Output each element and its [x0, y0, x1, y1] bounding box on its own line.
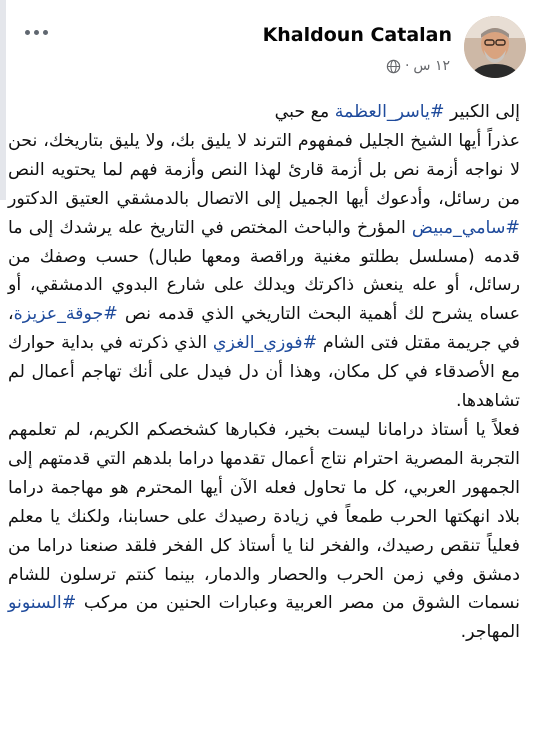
hashtag-link[interactable]: #ياسر_العظمة [334, 102, 445, 122]
more-options-icon [25, 30, 30, 35]
paragraph-text: ، في جريمة مقتل فتى الشام [8, 304, 520, 354]
hashtag-link[interactable]: #السنونو [8, 593, 77, 614]
meta-separator: · [404, 58, 410, 74]
greeting-suffix: مع حبي [274, 102, 335, 122]
paragraph-text: المؤرخ والباحث المختص في التاريخ عله يرشدك إلى ما قدمه (مسلسل بطلتو مغنية وراقصة ومعها طبال) حسب وصفك من رسائل، أو عله ينعش ذاكرتك ويدلك على شارع البدوي الدمشقي، أو عساه يشرح لك أهمية البحث التاريخي الذي قدمه نص [8, 217, 520, 325]
post-meta [386, 58, 450, 74]
hashtag-link[interactable]: #فوزي_الغزي [212, 333, 318, 354]
paragraph-text: عذراً أيها الشيخ الجليل فمفهوم الترند لا يليق بك، ولا يليق بتاريخك، نحن لا نواجه أزمة نص بل أزمة قارئ لهذا النص وأزمة فهم لما يحتويه النص من رسائل، وأدعوك أيها الجميل إلى الاتصال بالدمشقي العتيق الدكتور [8, 130, 520, 209]
more-options-button[interactable] [22, 22, 50, 42]
hashtag-link[interactable]: #جوقة_عزيزة [13, 304, 118, 325]
post-header [0, 0, 540, 92]
hashtag-link[interactable]: #سامي_مبيض [411, 217, 520, 238]
greeting-prefix: إلى الكبير [444, 102, 520, 122]
globe-icon[interactable] [386, 59, 401, 74]
avatar[interactable] [464, 16, 526, 78]
avatar-image [464, 16, 526, 78]
paragraph-text: فعلاً يا أستاذ درامانا ليست بخير، فكبارها كشخصكم الكريم، لم تعلمهم التجربة المصرية احترام نتاج أعمال تقدمها دراما بلدهم التي قدمتهم إلى الجمهور العربي، كل ما تحاول فعله الآن أيها المحترم هو مهاجمة دراما بلاد انهكتها الحرب طمعاً في زيادة رصيدك على حسابنا، ولكنك يا معلم فعلياً تنقص رصيدك، والفخر لنا يا أستاذ كل الفخر فلقد صنعنا دراما من دمشق وفي زمن الحرب والحصار والدمار، بينما كنتم ترسلون للشام نسمات الشوق من مصر العربية وعبارات الحنين من مركب [8, 419, 520, 614]
post-paragraph-1 [8, 127, 520, 416]
paragraph-text: الذي ذكرته في بداية حوارك مع الأصدقاء في كل مكان، وهذا أن دل فيدل على أنك تهاجم أعمال لم تشاهدها. [8, 333, 520, 412]
post-greeting [8, 98, 520, 127]
post-body [8, 98, 520, 647]
more-dot [34, 30, 39, 35]
post-timestamp[interactable]: ١٢ س [413, 58, 450, 74]
paragraph-text: المهاجر. [460, 622, 520, 643]
post-paragraph-2 [8, 416, 520, 647]
author-name[interactable]: Khaldoun Catalan [262, 24, 452, 46]
more-dot [43, 30, 48, 35]
